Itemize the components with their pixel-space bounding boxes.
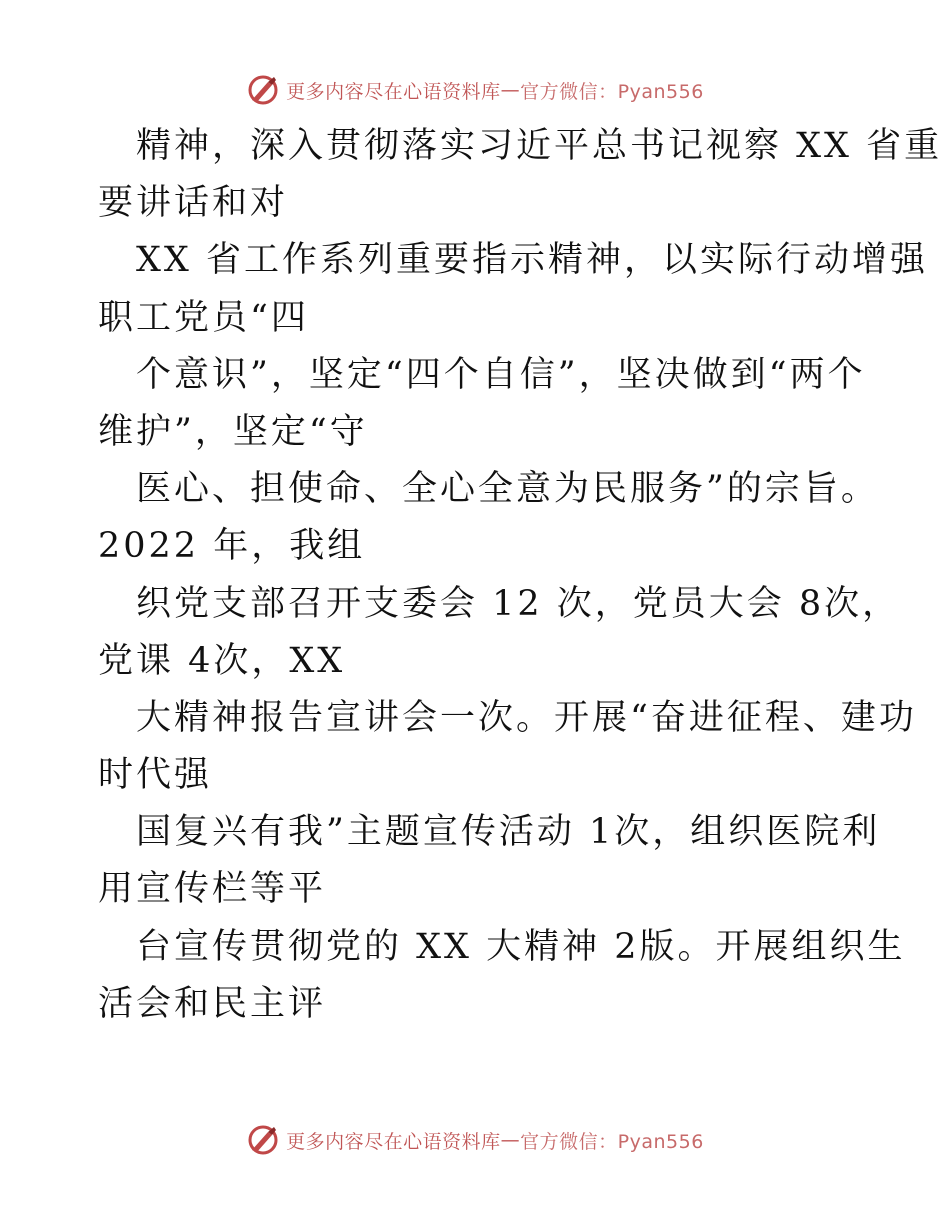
watermark-wechat-text: 官方微信：Pyan556 (520, 1130, 704, 1153)
text-line: 维护”，坚定“守 (98, 411, 368, 452)
header-watermark (0, 68, 950, 112)
text-line: 国复兴有我”主题宣传活动 1次，组织医院利 (136, 812, 881, 853)
pen-logo-icon (246, 73, 280, 107)
text-line: 要讲话和对 (98, 183, 289, 224)
watermark-wechat-text: 官方微信：Pyan556 (520, 80, 704, 103)
text-line: 用宣传栏等平 (98, 869, 327, 910)
text-line: 医心、担使命、全心全意为民服务”的宗旨。 (136, 469, 879, 510)
text-line: 2022 年，我组 (98, 526, 366, 567)
watermark-main-text: 更多内容尽在心语资料库 (286, 80, 501, 103)
text-line: 个意识”，坚定“四个自信”，坚决做到“两个 (136, 354, 866, 395)
watermark-main-text: 更多内容尽在心语资料库 (286, 1130, 501, 1153)
text-line: XX 省工作系列重要指示精神，以实际行动增强 (136, 240, 928, 281)
text-line: 党课 4次，XX (98, 640, 346, 681)
document-body (98, 118, 943, 1033)
text-line: 活会和民主评 (98, 983, 327, 1024)
watermark-dash: — (500, 79, 521, 101)
text-line: 台宣传贯彻党的 XX 大精神 2版。开展组织生 (136, 926, 906, 967)
watermark-dash: — (500, 1129, 521, 1151)
footer-watermark (0, 1118, 950, 1162)
pen-logo-icon (246, 1123, 280, 1157)
text-line: 大精神报告宣讲会一次。开展“奋进征程、建功 (136, 697, 917, 738)
text-line: 精神，深入贯彻落实习近平总书记视察 XX 省重 (136, 126, 943, 166)
text-line: 职工党员“四 (98, 297, 309, 338)
text-line: 织党支部召开支委会 12 次，党员大会 8次， (136, 583, 901, 624)
text-line: 时代强 (98, 755, 213, 796)
